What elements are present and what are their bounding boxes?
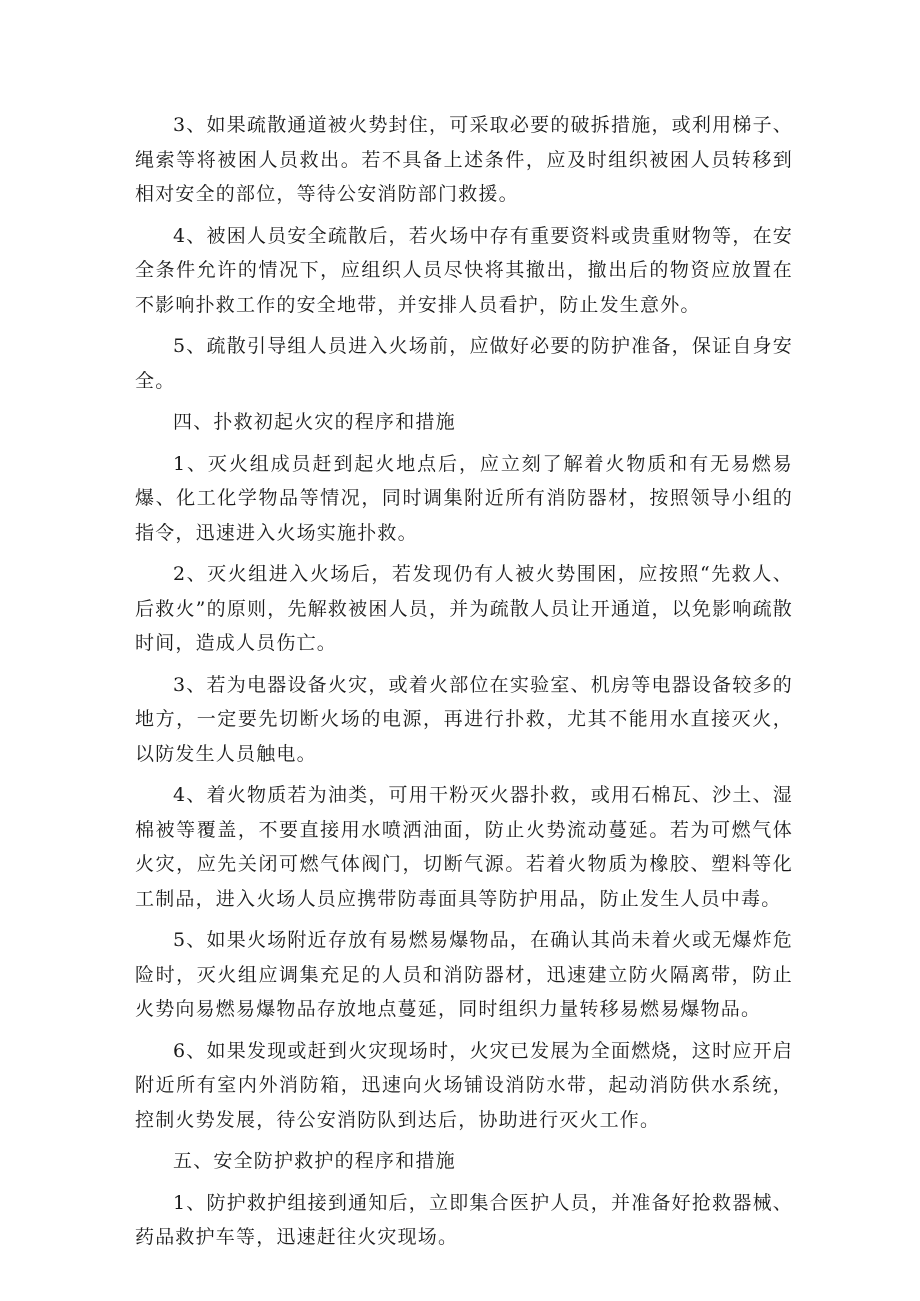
paragraph-firefighting-5: 5、如果火场附近存放有易燃易爆物品，在确认其尚未着火或无爆炸危险时，灭火组应调集充足的人员和消防器材，迅速建立防火隔离带，防止火势向易燃易爆物品存放地点蔓延，同时组织力量转移易燃易爆物品。 [135,929,793,1020]
paragraph-firefighting-6: 6、如果发现或赶到火灾现场时，火灾已发展为全面燃烧，这时应开启附近所有室内外消防箱，迅速向火场铺设消防水带，起动消防供水系统，控制火势发展，待公安消防队到达后，协助进行灭火工作。 [135,1039,793,1131]
paragraph-firefighting-3: 3、若为电器设备火灾，或着火部位在实验室、机房等电器设备较多的地方，一定要先切断火场的电源，再进行扑救，尤其不能用水直接灭火，以防发生人员触电。 [135,673,793,765]
section-heading-safety-rescue: 五、安全防护救护的程序和措施 [173,1150,456,1172]
paragraph-evacuation-4: 4、被困人员安全疏散后，若火场中存有重要资料或贵重财物等，在安全条件允许的情况下，应组织人员尽快将其撤出，撤出后的物资应放置在不影响扑救工作的安全地带，并安排人员看护，防止发生意外。 [135,224,793,316]
paragraph-evacuation-3: 3、如果疏散通道被火势封住，可采取必要的破拆措施，或利用梯子、绳索等将被困人员救出。若不具备上述条件，应及时组织被困人员转移到相对安全的部位，等待公安消防部门救援。 [135,114,793,205]
section-heading-fire-fighting: 四、扑救初起火灾的程序和措施 [173,411,456,433]
paragraph-evacuation-5: 5、疏散引导组人员进入火场前，应做好必要的防护准备，保证自身安全。 [135,335,793,392]
paragraph-firefighting-4: 4、着火物质若为油类，可用干粉灭火器扑救，或用石棉瓦、沙土、湿棉被等覆盖，不要直接用水喷洒油面，防止火势流动蔓延。若为可燃气体火灾，应先关闭可燃气体阀门，切断气源。若着火物质为橡胶、塑料等化工制品，进入火场人员应携带防毒面具等防护用品，防止发生人员中毒。 [135,784,793,910]
paragraph-firefighting-1: 1、灭火组成员赶到起火地点后，应立刻了解着火物质和有无易燃易爆、化工化学物品等情况，同时调集附近所有消防器材，按照领导小组的指令，迅速进入火场实施扑救。 [135,452,793,544]
document-body [135,108,793,1262]
paragraph-rescue-1: 1、防护救护组接到通知后，立即集合医护人员，并准备好抢救器械、药品救护车等，迅速赶往火灾现场。 [135,1191,793,1248]
paragraph-firefighting-2: 2、灭火组进入火场后，若发现仍有人被火势围困，应按照“先救人、后救火”的原则，先解救被困人员，并为疏散人员让开通道，以免影响疏散时间，造成人员伤亡。 [135,563,793,654]
